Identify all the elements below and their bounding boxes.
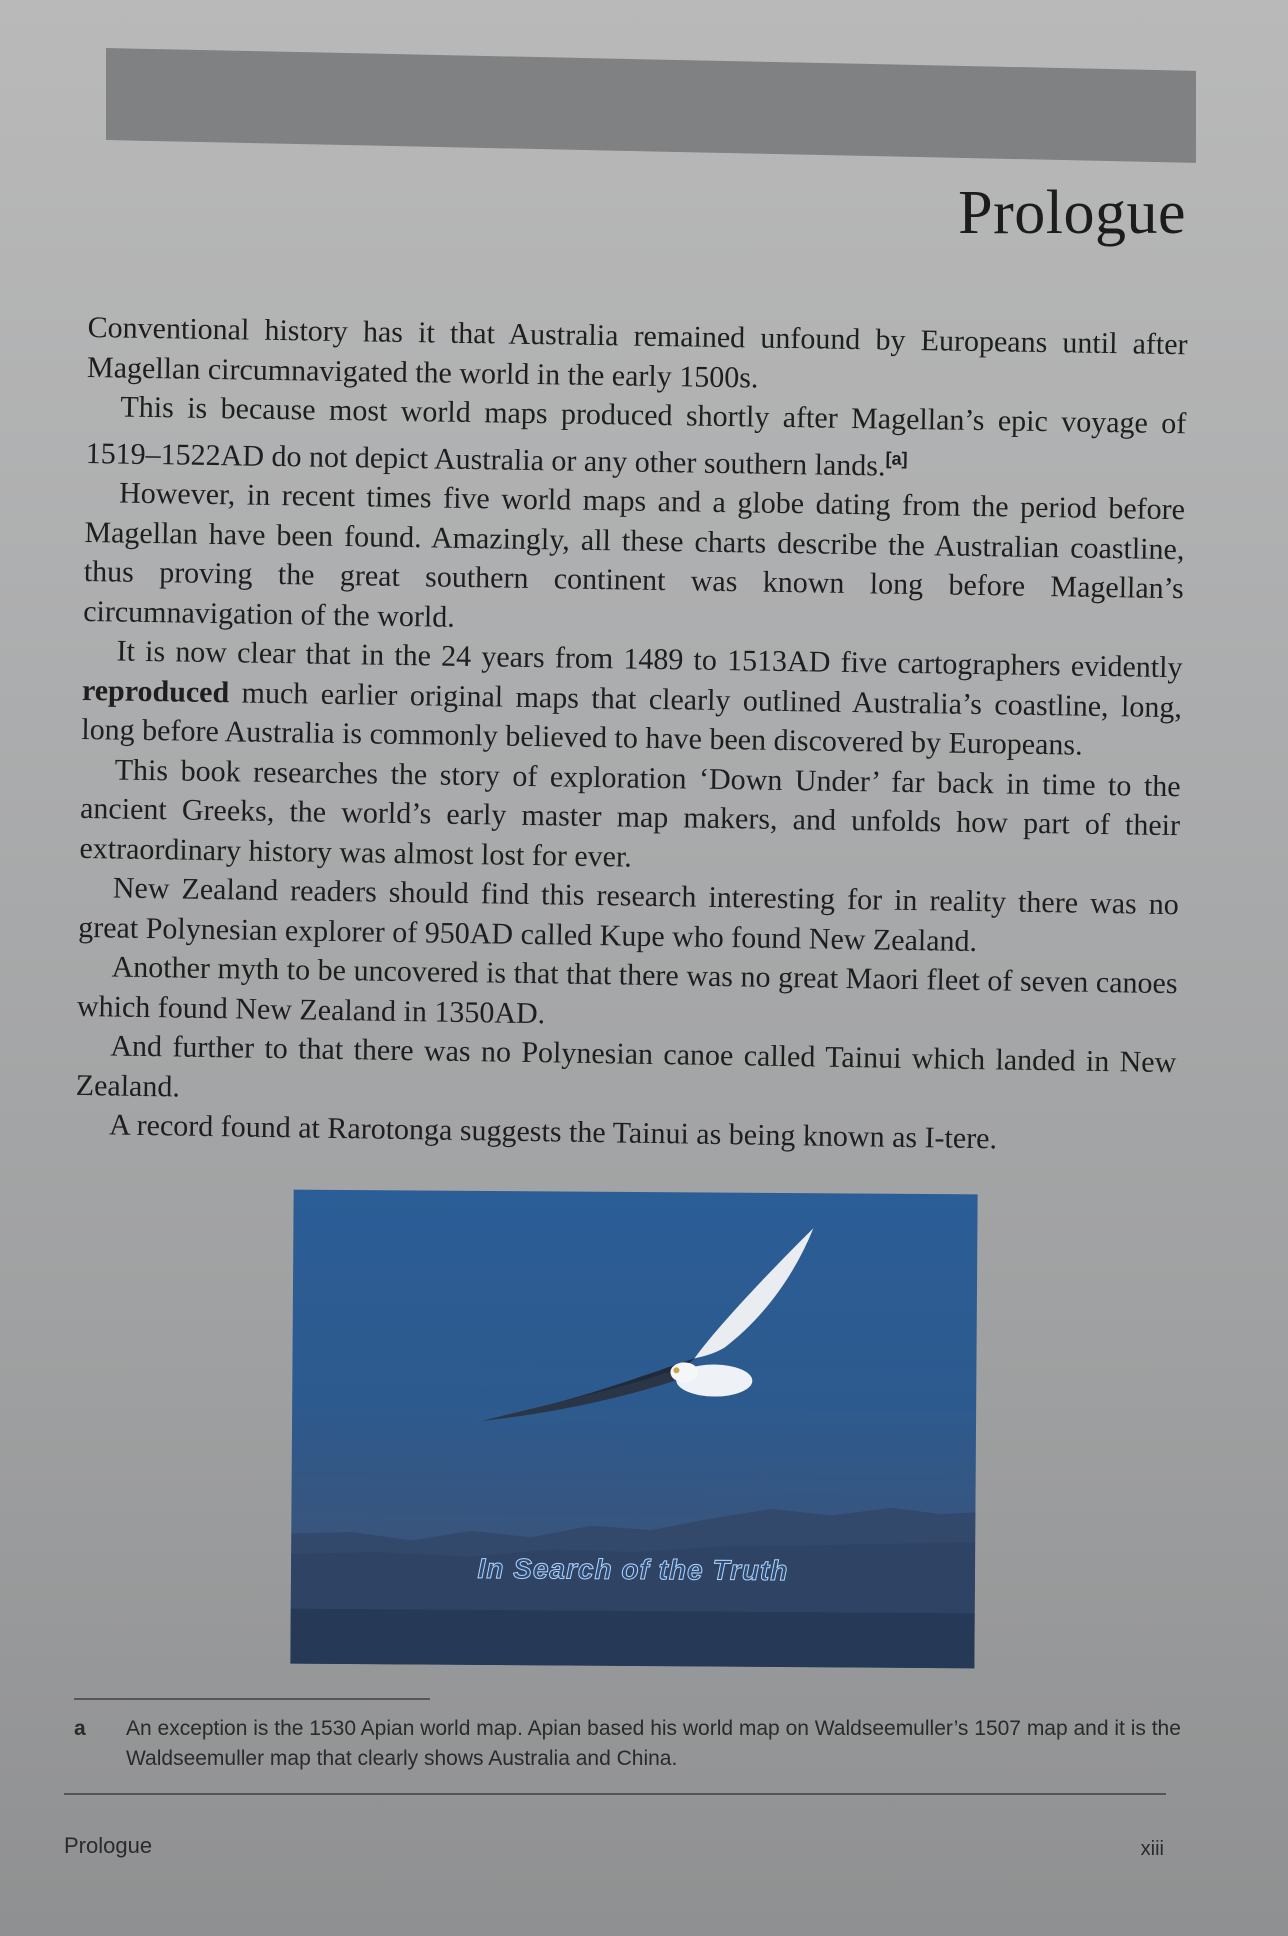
paragraph: A record found at Rarotonga suggests the Tainui as being known as I-tere. <box>108 1108 998 1156</box>
paragraph: This is because most world maps produced shortly after Magellan’s epic voyage of 1519–1522AD do not depict Australia or any other southern lands.[a] <box>85 390 1187 483</box>
albatross-photo <box>290 1190 977 1669</box>
footer-divider <box>64 1793 1166 1795</box>
footnote-reference[interactable]: [a] <box>885 448 908 469</box>
paragraph: This book researches the story of exploration ‘Down Under’ far back in time to the ancient Greeks, the world’s early master map makers, and unfolds how part of their extraordinary history was almost lost for ever. <box>79 752 1181 874</box>
body-text <box>75 308 1188 1162</box>
page-title: Prologue <box>958 179 1186 247</box>
footnote-marker: a <box>74 1717 86 1740</box>
paragraph: Another myth to be uncovered is that that there was no great Maori fleet of seven canoes which found New Zealand in 1350AD. <box>76 950 1178 1030</box>
footnote <box>74 1714 1184 1774</box>
page-number: xiii <box>1140 1838 1164 1860</box>
paragraph: However, in recent times five world maps and a globe dating from the period before Magellan have been found. Amazingly, all these charts describe the Australian coastline, thus proving the great southern continent was known long before Magellan’s circumnavigation of the world. <box>82 476 1186 634</box>
header-bar <box>106 48 1196 163</box>
paragraph: Conventional history has it that Australia remained unfound by Europeans until after Magellan circumnavigated the world in the early 1500s. <box>86 310 1188 395</box>
photo-caption: In Search of the Truth <box>477 1552 789 1587</box>
albatross-icon <box>462 1221 824 1484</box>
footnote-text: An exception is the 1530 Apian world map. Apian based his world map on Waldseemuller’s 1507 map and it is the Waldseemuller map that clearly shows Australia and China. <box>126 1717 1181 1770</box>
emphasis-text: reproduced <box>81 673 230 709</box>
paragraph: It is now clear that in the 24 years from 1489 to 1513AD five cartographers evidently reproduced much earlier original maps that clearly outlined Australia’s coastline, long, long before Australia is commonly believed to have been discovered by Europeans. <box>81 634 1183 762</box>
running-footer: Prologue <box>64 1833 153 1858</box>
paragraph: And further to that there was no Polynesian canoe called Tainui which landed in New Zealand. <box>75 1029 1177 1104</box>
paragraph: New Zealand readers should find this research interesting for in reality there was no great Polynesian explorer of 950AD called Kupe who found New Zealand. <box>78 871 1180 958</box>
footnote-divider <box>74 1698 430 1700</box>
